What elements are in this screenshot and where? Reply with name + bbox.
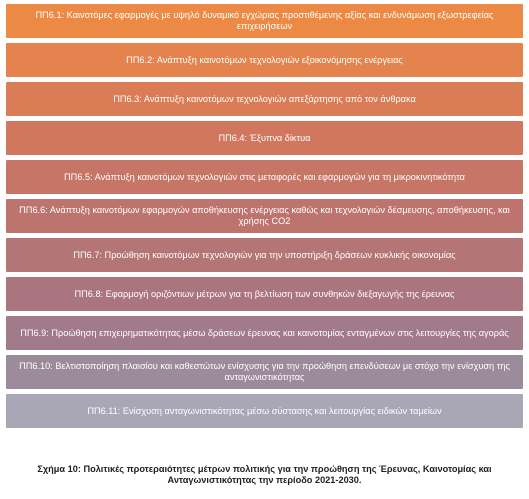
policy-priorities-stack: [6, 4, 523, 433]
priority-label: ΠΠ6.7: Προώθηση καινοτόμων τεχνολογιών για την υποστήριξη δράσεων κυκλικής οικονομίας: [73, 249, 456, 260]
figure-caption: Σχήμα 10: Πολιτικές προτεραιότητες μέτρων πολιτικής για την προώθηση της Έρευνας, Καινοτομίας και Ανταγωνιστικότητας την περίοδο 2021-2030.: [37, 464, 492, 485]
priority-label: ΠΠ6.3: Ανάπτυξη καινοτόμων τεχνολογιών απεξάρτησης από τον άνθρακα: [113, 93, 416, 104]
priority-bar-pp6-4: [6, 121, 523, 155]
priority-bar-pp6-2: [6, 43, 523, 77]
priority-label: ΠΠ6.6: Ανάπτυξη καινοτόμων εφαρμογών αποθήκευσης ενέργειας καθώς και τεχνολογιών δέσμευσης, αποθήκευσης, και χρήσης CO2: [19, 205, 510, 226]
priority-bar-pp6-5: [6, 160, 523, 194]
priority-bar-pp6-3: [6, 82, 523, 116]
priority-bar-pp6-10: [6, 355, 523, 389]
priority-bar-pp6-1: [6, 4, 523, 38]
priority-bar-pp6-11: [6, 394, 523, 428]
priority-bar-pp6-9: [6, 316, 523, 350]
priority-label: ΠΠ6.4: Έξυπνα δίκτυα: [218, 132, 311, 143]
priority-bar-pp6-6: [6, 199, 523, 233]
priority-label: ΠΠ6.10: Βελτιστοποίηση πλαισίου και καθεστώτων ενίσχυσης για την προώθηση επενδύσεων με στόχο την ενίσχυση της ανταγωνιστικότητας: [19, 361, 510, 382]
priority-label: ΠΠ6.8: Εφαρμογή οριζόντιων μέτρων για τη βελτίωση των συνθηκών διεξαγωγής της έρευνας: [74, 288, 455, 299]
priority-label: ΠΠ6.5: Ανάπτυξη καινοτόμων τεχνολογιών στις μεταφορές και εφαρμογών για τη μικροκινητικότητα: [64, 171, 465, 182]
priority-bar-pp6-7: [6, 238, 523, 272]
priority-bar-pp6-8: [6, 277, 523, 311]
priority-label: ΠΠ6.1: Καινοτόμες εφαρμογές με υψηλό δυναμικό εγχώριας προστιθέμενης αξίας και ενδυνάμωση εξωστρεφείας επιχειρήσεων: [35, 10, 494, 31]
priority-label: ΠΠ6.9: Προώθηση επιχειρηματικότητας μέσω δράσεων έρευνας και καινοτομίας ενταγμένων στις λειτουργίες της αγοράς: [20, 327, 509, 338]
priority-label: ΠΠ6.11: Ενίσχυση ανταγωνιστικότητας μέσω σύστασης και λειτουργίας ειδικών ταμείων: [87, 405, 442, 416]
priority-label: ΠΠ6.2: Ανάπτυξη καινοτόμων τεχνολογιών εξοικονόμησης ενέργειας: [126, 54, 403, 65]
